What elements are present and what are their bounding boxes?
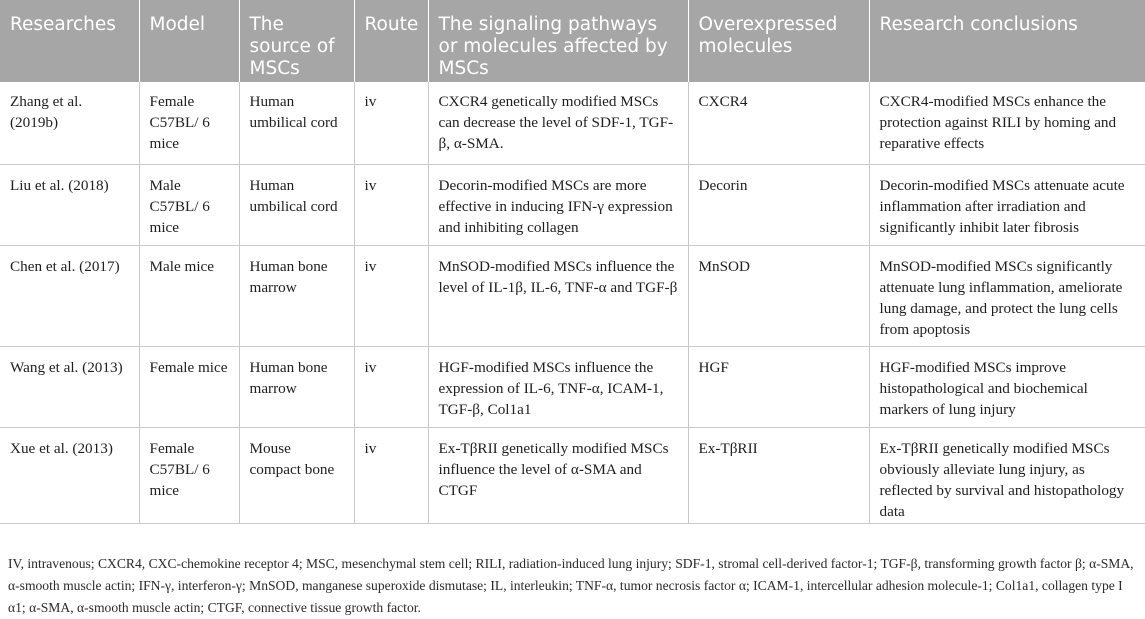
cell-researches: Wang et al. (2013)	[0, 346, 139, 427]
cell-pathways: MnSOD-modified MSCs influence the level of IL-1β, IL-6, TNF-α and TGF-β	[428, 245, 688, 346]
cell-pathways: Decorin-modified MSCs are more effective in inducing IFN-γ expression and inhibiting collagen	[428, 164, 688, 245]
cell-conclusions: Decorin-modified MSCs attenuate acute inflammation after irradiation and significantly inhibit later fibrosis	[869, 164, 1145, 245]
table-row	[0, 245, 1145, 346]
cell-route: iv	[354, 82, 428, 164]
cell-model: Female mice	[139, 346, 239, 427]
table-footnote: IV, intravenous; CXCR4, CXC-chemokine receptor 4; MSC, mesenchymal stem cell; RILI, radiation-induced lung injury; SDF-1, stromal cell-derived factor-1; TGF-β, transforming growth factor β; α-SMA, α-smooth muscle actin; IFN-γ, interferon-γ; MnSOD, manganese superoxide dismutase; IL, interleukin; TNF-α, tumor necrosis factor α; ICAM-1, intercellular adhesion molecule-1; Col1a1, collagen type I α1; α-SMA, α-smooth muscle actin; CTGF, connective tissue growth factor.	[8, 556, 1134, 615]
cell-conclusions: Ex-TβRII genetically modified MSCs obviously alleviate lung injury, as reflected by survival and histopathology data	[869, 427, 1145, 523]
cell-route: iv	[354, 427, 428, 523]
table-row	[0, 346, 1145, 427]
cell-route: iv	[354, 346, 428, 427]
header-conclusions: Research conclusions	[869, 0, 1145, 82]
cell-conclusions: HGF-modified MSCs improve histopathological and biochemical markers of lung injury	[869, 346, 1145, 427]
cell-conclusions: CXCR4-modified MSCs enhance the protection against RILI by homing and reparative effects	[869, 82, 1145, 164]
header-overexpressed: Overexpressed molecules	[688, 0, 869, 82]
cell-researches: Xue et al. (2013)	[0, 427, 139, 523]
cell-overexpressed: Decorin	[688, 164, 869, 245]
cell-source: Human bone marrow	[239, 346, 354, 427]
cell-model: Female C57BL/ 6 mice	[139, 427, 239, 523]
header-pathways: The signaling pathways or molecules affected by MSCs	[428, 0, 688, 82]
cell-route: iv	[354, 164, 428, 245]
header-researches: Researches	[0, 0, 139, 82]
cell-source: Human umbilical cord	[239, 82, 354, 164]
cell-model: Female C57BL/ 6 mice	[139, 82, 239, 164]
cell-overexpressed: Ex-TβRII	[688, 427, 869, 523]
cell-researches: Chen et al. (2017)	[0, 245, 139, 346]
cell-source: Mouse compact bone	[239, 427, 354, 523]
cell-model: Male C57BL/ 6 mice	[139, 164, 239, 245]
table-header-row	[0, 0, 1145, 82]
cell-pathways: CXCR4 genetically modified MSCs can decrease the level of SDF-1, TGF-β, α-SMA.	[428, 82, 688, 164]
table-row	[0, 164, 1145, 245]
cell-pathways: Ex-TβRII genetically modified MSCs influence the level of α-SMA and CTGF	[428, 427, 688, 523]
cell-overexpressed: HGF	[688, 346, 869, 427]
header-route: Route	[354, 0, 428, 82]
cell-overexpressed: CXCR4	[688, 82, 869, 164]
cell-route: iv	[354, 245, 428, 346]
cell-source: Human bone marrow	[239, 245, 354, 346]
table-row	[0, 82, 1145, 164]
header-source: The source of MSCs	[239, 0, 354, 82]
cell-overexpressed: MnSOD	[688, 245, 869, 346]
cell-researches: Zhang et al. (2019b)	[0, 82, 139, 164]
cell-model: Male mice	[139, 245, 239, 346]
header-model: Model	[139, 0, 239, 82]
cell-conclusions: MnSOD-modified MSCs significantly attenuate lung inflammation, ameliorate lung damage, and protect the lung cells from apoptosis	[869, 245, 1145, 346]
cell-researches: Liu et al. (2018)	[0, 164, 139, 245]
cell-source: Human umbilical cord	[239, 164, 354, 245]
cell-pathways: HGF-modified MSCs influence the expression of IL-6, TNF-α, ICAM-1, TGF-β, Col1a1	[428, 346, 688, 427]
table-row	[0, 427, 1145, 523]
